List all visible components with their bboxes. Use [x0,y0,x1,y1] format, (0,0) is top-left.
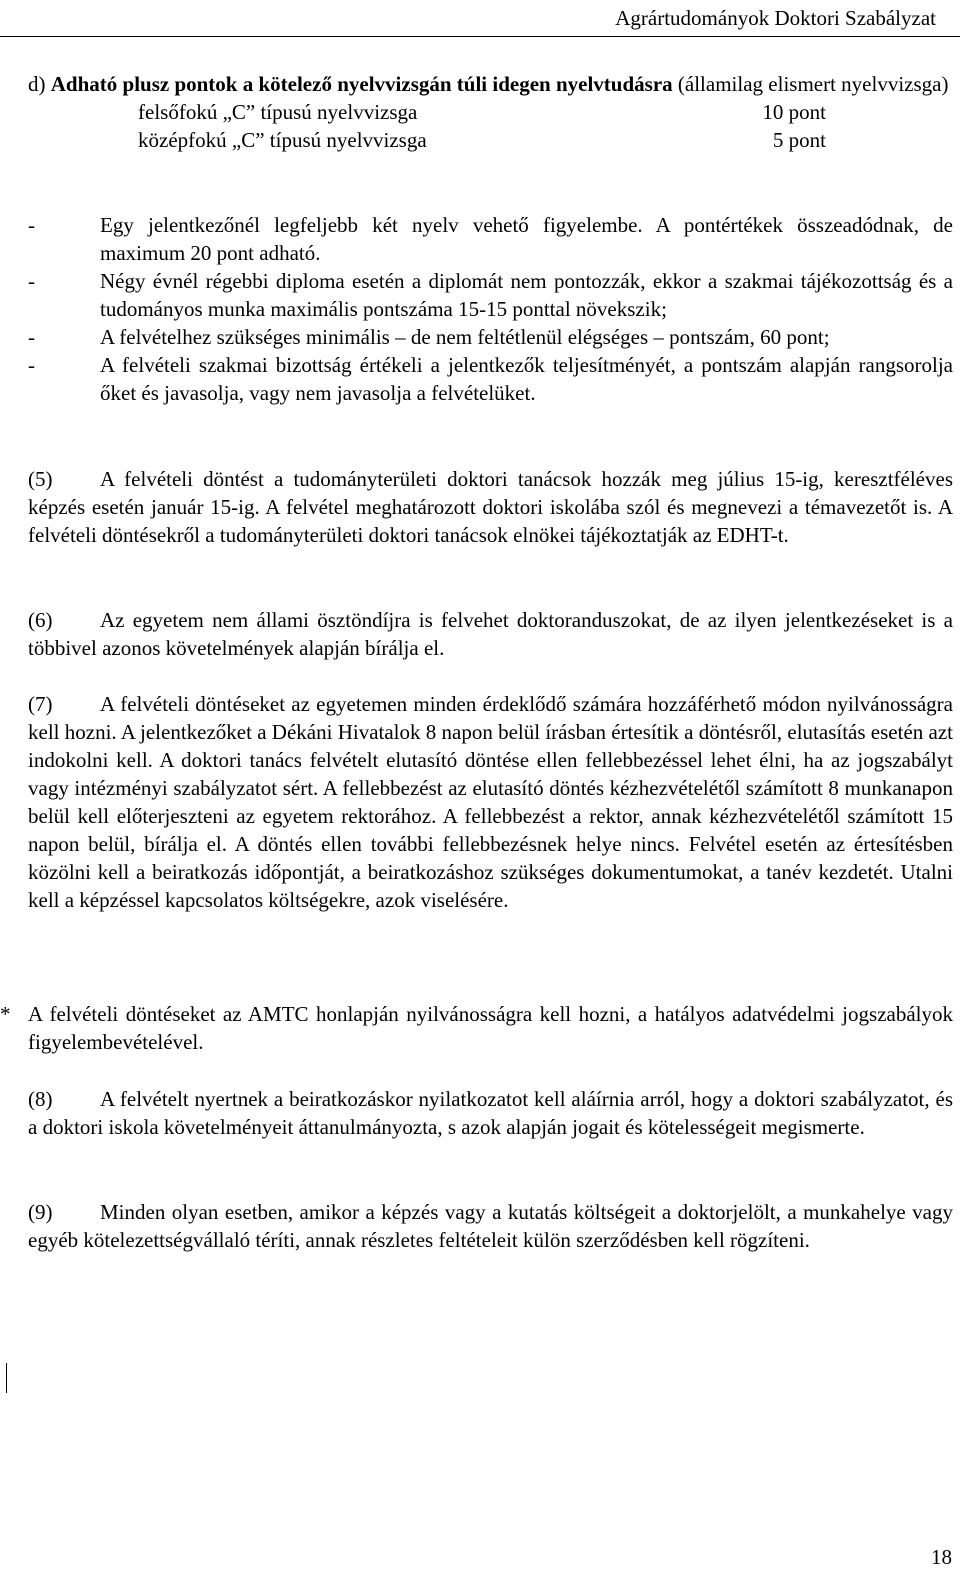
paragraph-number: (7) [28,692,53,716]
list-item-text: Négy évnél régebbi diploma esetén a diplomát nem pontozzák, ekkor a szakmai tájékozottság és a tudományos munka maximális pontszáma 15-15 ponttal növekszik; [100,269,953,321]
running-header: Agrártudományok Doktori Szabályzat [615,6,936,30]
section-d [28,70,953,154]
paragraph-number: (6) [28,608,53,632]
list-dash: - [28,325,35,349]
exam-points: 5 pont [772,128,826,152]
list-item [28,323,953,351]
language-exam-row [138,98,826,126]
header-rule [0,36,960,37]
list-item [28,351,953,407]
section-d-heading-rest: (államilag elismert nyelvvizsga) [672,72,949,96]
exam-name: középfokú „C” típusú nyelvvizsga [138,128,427,152]
paragraph-7 [28,690,953,914]
list-item [28,211,953,267]
margin-mark [6,1363,7,1393]
list-item-text: A felvételhez szükséges minimális – de nem feltétlenül elégséges – pontszám, 60 pont; [100,325,830,349]
section-d-heading [28,70,953,98]
page-number: 18 [931,1545,952,1569]
section-d-heading-bold: Adható plusz pontok a kötelező nyelvvizsgán túli idegen nyelvtudásra [50,72,673,96]
list-item-text: A felvételi szakmai bizottság értékeli a jelentkezők teljesítményét, a pontszám alapján rangsorolja őket és javasolja, vagy nem javasolja a felvételüket. [100,353,953,405]
paragraph-text: Az egyetem nem állami ösztöndíjra is felvehet doktoranduszokat, de az ilyen jelentkezéseket is a többivel azonos követelmények alapján bírálja el. [28,608,953,660]
list-dash: - [28,269,35,293]
paragraph-amendment [28,1000,953,1056]
paragraph-number: (8) [28,1087,53,1111]
paragraph-text: A felvételi döntést a tudományterületi doktori tanácsok hozzák meg július 15-ig, keresztféléves képzés esetén január 15-ig. A felvétel meghatározott doktori iskolába szól és megnevezi a témavezetőt is. A felvételi döntésekről a tudományterületi doktori tanácsok elnökei tájékoztatják az EDHT-t. [28,467,953,547]
section-d-label: d) [28,72,46,96]
exam-points: 10 pont [762,100,826,124]
list-dash: - [28,353,35,377]
paragraph-text: A felvételi döntéseket az egyetemen minden érdeklődő számára hozzáférhető módon nyilvánosságra kell hozni. A jelentkezőket a Dékáni Hivatalok 8 napon belül írásban értesítik a döntésről, elutasítás esetén azt indokolni kell. A doktori tanács felvételt elutasító döntése ellen fellebbezéssel lehet élni, ha az jogszabályt vagy intézményi szabályzatot sért. A fellebbezést az elutasító döntés kézhezvételétől számított 8 munkanapon belül kell előterjeszteni az egyetem rektorához. A fellebbezést a rektor, annak kézhezvételétől számított 15 napon belül, bírálja el. A döntés ellen további fellebbezésnek helye nincs. Felvétel esetén az értesítésben közölni kell a beiratkozás időpontját, a beiratkozáshoz szükséges dokumentumokat, a tanév kezdetét. Utalni kell a képzéssel kapcsolatos költségekre, azok viselésére. [28,692,953,912]
list-dash: - [28,213,35,237]
rules-list [28,211,953,407]
paragraph-text: A felvételi döntéseket az AMTC honlapján nyilvánosságra kell hozni, a hatályos adatvédelmi jogszabályok figyelembevételével. [28,1002,953,1054]
paragraph-text: A felvételt nyertnek a beiratkozáskor nyilatkozatot kell aláírnia arról, hogy a doktori szabályzatot, és a doktori iskola követelményeit áttanulmányozta, s azok alapján jogait és kötelességeit megismerte. [28,1087,953,1139]
paragraph-8 [28,1085,953,1141]
list-item-text: Egy jelentkezőnél legfeljebb két nyelv vehető figyelembe. A pontértékek összeadódnak, de maximum 20 pont adható. [100,213,953,265]
paragraph-number: (5) [28,467,53,491]
paragraph-9 [28,1198,953,1254]
paragraph-number: (9) [28,1200,53,1224]
exam-name: felsőfokú „C” típusú nyelvvizsga [138,100,418,124]
paragraph-text: Minden olyan esetben, amikor a képzés vagy a kutatás költségeit a doktorjelölt, a munkahelye vagy egyéb kötelezettségvállaló téríti, annak részletes feltételeit külön szerződésben kell rögzíteni. [28,1200,953,1252]
amendment-star: * [0,1002,11,1026]
paragraph-6 [28,606,953,662]
paragraph-5 [28,465,953,549]
language-exam-row [138,126,826,154]
list-item [28,267,953,323]
